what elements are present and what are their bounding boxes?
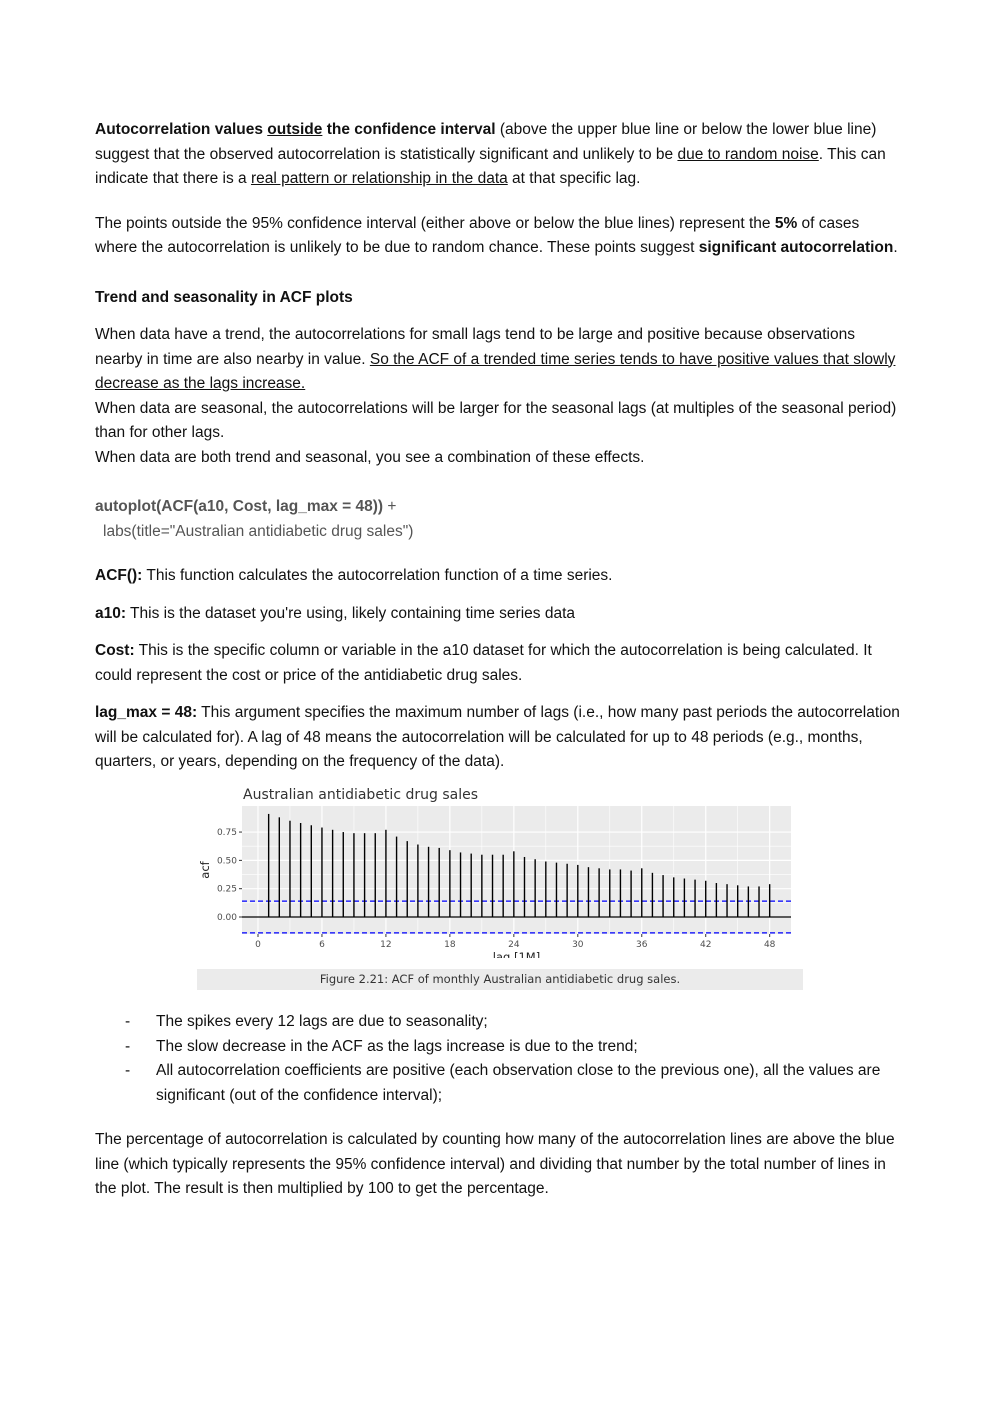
text-3: . [893, 239, 898, 256]
definition-a10 [95, 602, 905, 627]
text-2: . This can indicate that there is a [95, 145, 886, 187]
figure-caption: Figure 2.21: ACF of monthly Australian antidiabetic drug sales. [197, 969, 803, 990]
text-1: (above the upper blue line or below the lower blue line) suggest that the observed autocorrelation is statistically significant and unlikely to be [95, 121, 877, 163]
y-tick-label: 0.25 [216, 884, 237, 895]
bullet-dash: - [125, 1062, 131, 1079]
bold-phrase-1: Autocorrelation values [95, 121, 268, 138]
bold-underlined-outside: outside [267, 121, 323, 138]
acf-figure [197, 784, 803, 991]
x-tick-label: 12 [380, 939, 392, 950]
underlined-trend-sentence: So the ACF of a trended time series tends to have positive values that slowly decrease as the lags increase. [95, 350, 896, 392]
definition-lag-max [95, 701, 905, 775]
code-line-1-rest: + [383, 498, 397, 515]
code-line-2: labs(title="Australian antidiabetic drug sales") [103, 522, 414, 540]
acf-chart [197, 806, 803, 958]
plot-panel [242, 806, 791, 934]
text-3: at that specific lag. [507, 170, 641, 187]
x-tick-label: 30 [572, 939, 584, 950]
definition-desc: This argument specifies the maximum number of lags (i.e., how many past periods the autocorrelation will be calculated for). A lag of 48 means the autocorrelation will be calculated for up to 48 periods (e.g., months, quarters, or years, depending on the frequency of the data). [95, 704, 900, 770]
code-block [95, 495, 905, 544]
paragraph-percentage: The percentage of autocorrelation is calculated by counting how many of the autocorrelation lines are above the blue line (which typically represents the 95% confidence interval) and dividing that number by the total number of lines in the plot. The result is then multiplied by 100 to get the percentage. [95, 1131, 895, 1197]
document-page [95, 118, 905, 1202]
chart-title: Australian antidiabetic drug sales [243, 786, 478, 803]
definition-term: lag_max = 48: [95, 704, 198, 721]
definition-term: ACF(): [95, 567, 143, 584]
x-tick-label: 42 [699, 939, 712, 950]
definition-term: Cost: [95, 642, 135, 659]
text-1: When data have a trend, the autocorrelations for small lags tend to be large and positive because observations nearby in time are also nearby in value. [95, 326, 855, 368]
bullet-dash: - [125, 1037, 131, 1055]
paragraph-seasonal: When data are seasonal, the autocorrelations will be larger for the seasonal lags (at multiples of the seasonal period) than for other lags. [95, 399, 897, 441]
list-item [95, 1059, 905, 1108]
list-item [95, 1035, 905, 1060]
y-tick-label: 0.00 [216, 912, 237, 923]
code-line-1-bold: autoplot(ACF(a10, Cost, lag_max = 48)) [95, 498, 384, 515]
paragraph-combined: When data are both trend and seasonal, you see a combination of these effects. [95, 448, 645, 466]
definition-term: a10: [95, 604, 127, 622]
list-item-text: All autocorrelation coefficients are positive (each observation close to the previous one), all the values are significant (out of the confidence interval); [156, 1062, 881, 1104]
x-tick-label: 48 [763, 939, 776, 950]
section-heading: Trend and seasonality in ACF plots [95, 288, 353, 306]
bullet-list [95, 1010, 905, 1108]
x-tick-label: 6 [319, 939, 325, 950]
x-tick-label: 18 [444, 939, 456, 950]
x-tick-label: 0 [255, 939, 261, 950]
list-item-text: The spikes every 12 lags are due to seasonality; [156, 1013, 488, 1030]
paragraph-five-percent [95, 212, 905, 261]
underlined-real-pattern: real pattern or relationship in the data [250, 170, 508, 187]
y-axis-title: acf [198, 860, 212, 879]
list-item-text: The slow decrease in the ACF as the lags increase is due to the trend; [156, 1037, 638, 1055]
list-item [95, 1010, 905, 1035]
bullet-dash: - [125, 1013, 131, 1030]
bold-5-percent: 5% [774, 214, 798, 232]
x-tick-label: 24 [508, 939, 520, 950]
underlined-random-noise: due to random noise [677, 145, 819, 163]
y-tick-label: 0.50 [216, 855, 237, 866]
bold-phrase-2: the confidence interval [322, 121, 496, 138]
y-tick-label: 0.75 [216, 827, 237, 838]
x-tick-label: 36 [636, 939, 648, 950]
definition-cost [95, 639, 905, 688]
text-2: of cases where the autocorrelation is unlikely to be due to random chance. These points suggest [95, 214, 860, 256]
definition-desc: This is the dataset you're using, likely containing time series data [126, 604, 575, 622]
definition-acf [95, 564, 905, 589]
definition-desc: This function calculates the autocorrelation function of a time series. [142, 567, 613, 584]
x-axis-title: lag [1M] [492, 949, 541, 958]
bold-significant-autocorrelation: significant autocorrelation [698, 239, 894, 256]
paragraph-trend [95, 323, 905, 397]
text-1: The points outside the 95% confidence interval (either above or below the blue lines) represent the [95, 214, 775, 232]
definition-desc: This is the specific column or variable in the a10 dataset for which the autocorrelation is being calculated. It could represent the cost or price of the antidiabetic drug sales. [95, 642, 872, 684]
paragraph-significance [95, 118, 905, 192]
code-line-1 [95, 495, 905, 520]
